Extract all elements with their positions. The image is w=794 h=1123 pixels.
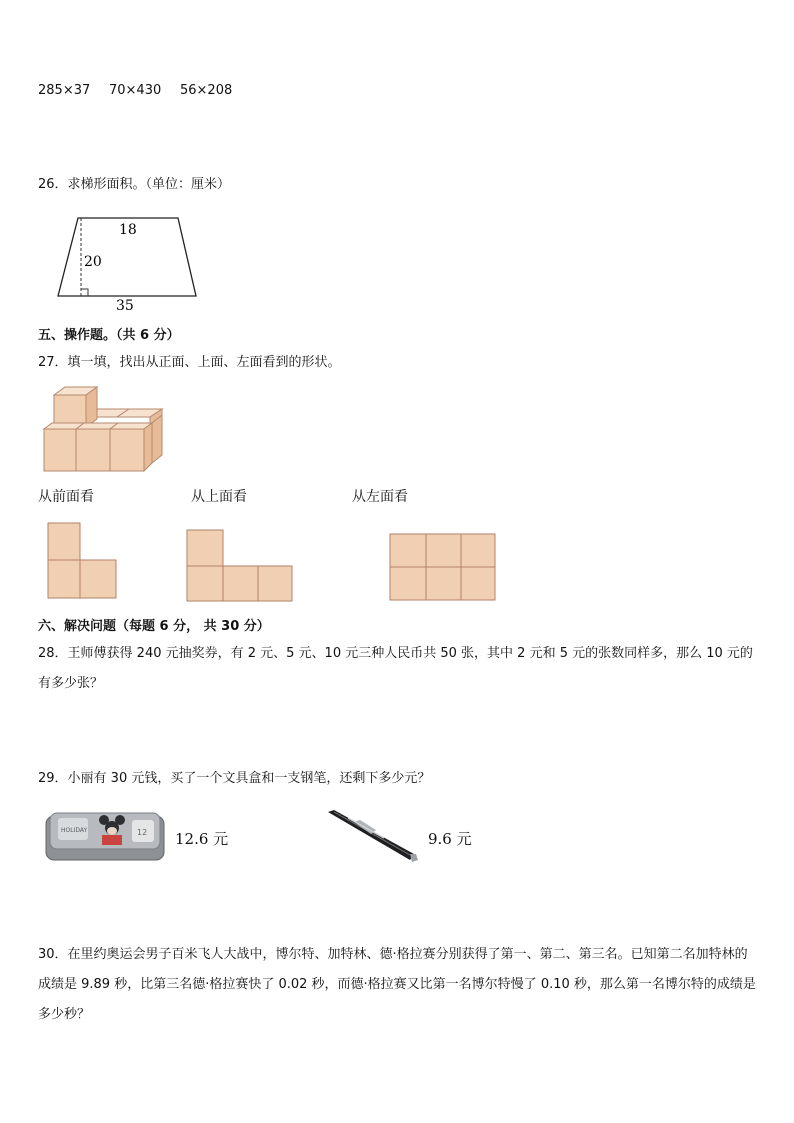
question-28-text: 28．王师傅获得 240 元抽奖券，有 2 元、5 元、10 元三种人民币共 50 张，其中 2 元和 5 元的张数同样多，那么 10 元的有多少张？ — [38, 646, 753, 691]
svg-text:12: 12 — [137, 828, 148, 837]
calc-item-3: 56×208 — [180, 83, 233, 98]
view-label-top: 从上面看 — [191, 489, 247, 505]
trapezoid-bottom-label: 35 — [116, 298, 134, 314]
question-26-text: 26．求梯形面积。（单位：厘米） — [38, 177, 231, 192]
pencil-box-price: 12.6 元 — [175, 830, 229, 848]
front-view-shape — [46, 522, 120, 600]
view-label-left: 从左面看 — [352, 489, 408, 505]
pencil-box-image — [44, 810, 168, 864]
section-6-heading: 六、解决问题（每题 6 分， 共 30 分） — [38, 619, 270, 634]
calc-item-1: 285×37 — [38, 83, 91, 98]
question-27-text: 27．填一填，找出从正面、上面、左面看到的形状。 — [38, 355, 341, 370]
trapezoid-top-label: 18 — [119, 222, 137, 238]
cube-stack-figure — [40, 385, 175, 477]
trapezoid-figure — [50, 210, 210, 314]
svg-text:HOLIDAY: HOLIDAY — [61, 827, 88, 834]
trapezoid-height-label: 20 — [84, 254, 102, 270]
top-view-shape — [186, 529, 294, 603]
calc-item-2: 70×430 — [109, 83, 162, 98]
question-30-text: 30．在里约奥运会男子百米飞人大战中，博尔特、加特林、德·格拉赛分别获得了第一、第二、第三名。已知第二名加特林的成绩是 9.89 秒，比第三名德·格拉赛快了 0.02 秒，而德·格拉赛又比第一名博尔特慢了 0.10 秒，那么第一名博尔特的成绩是多少秒？ — [38, 947, 756, 1022]
pen-price: 9.6 元 — [428, 830, 472, 848]
question-29-text: 29．小丽有 30 元钱，买了一个文具盒和一支钢笔，还剩下多少元？ — [38, 771, 431, 786]
view-label-front: 从前面看 — [38, 489, 94, 505]
section-5-heading: 五、操作题。（共 6 分） — [38, 328, 180, 343]
fountain-pen-image — [324, 808, 420, 864]
left-view-shape — [389, 533, 497, 603]
